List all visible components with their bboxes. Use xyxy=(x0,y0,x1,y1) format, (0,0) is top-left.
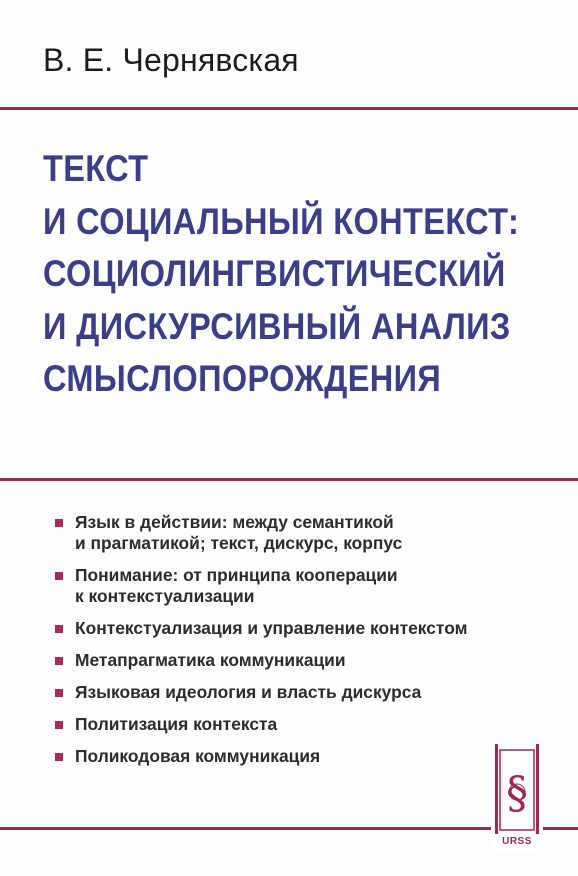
topic-text-line: Язык в действии: между семантикой xyxy=(75,512,394,532)
publisher-name: URSS xyxy=(502,836,532,847)
topics-list xyxy=(53,512,548,778)
topic-item xyxy=(53,565,548,607)
middle-divider xyxy=(0,478,578,481)
topic-text-line: и прагматикой; текст, дискурс, корпус xyxy=(75,533,403,553)
topic-text-line: к контекстуализации xyxy=(75,586,255,606)
title-line: И СОЦИАЛЬНЫЙ КОНТЕКСТ: xyxy=(43,200,520,242)
topic-item xyxy=(53,650,548,671)
topic-item xyxy=(53,714,548,735)
topic-item xyxy=(53,618,548,639)
topic-item xyxy=(53,512,548,554)
topic-item xyxy=(53,682,548,703)
title-line: СМЫСЛОПОРОЖДЕНИЯ xyxy=(43,358,442,399)
square-bullet-icon xyxy=(55,657,63,665)
topic-text-line: Метапрагматика коммуникации xyxy=(75,650,346,670)
title-line: СОЦИОЛИНГВИСТИЧЕСКИЙ xyxy=(43,253,506,294)
square-bullet-icon xyxy=(55,753,63,761)
book-title xyxy=(43,143,519,406)
topic-text-line: Понимание: от принципа кооперации xyxy=(75,565,398,585)
square-bullet-icon xyxy=(55,625,63,633)
topic-text-line: Контекстуализация и управление контекстом xyxy=(75,618,468,638)
topic-text-line: Языковая идеология и власть дискурса xyxy=(75,682,422,702)
square-bullet-icon xyxy=(55,519,63,527)
topic-item xyxy=(53,746,548,767)
top-divider xyxy=(0,107,578,110)
topic-text-line: Поликодовая коммуникация xyxy=(75,746,321,766)
author-name: В. Е. Чернявская xyxy=(43,42,299,78)
topic-text-line: Политизация контекста xyxy=(75,714,278,734)
title-line: ТЕКСТ xyxy=(43,148,149,189)
square-bullet-icon xyxy=(55,689,63,697)
publisher-logo xyxy=(491,744,543,852)
svg-text:§: § xyxy=(506,768,528,819)
square-bullet-icon xyxy=(55,721,63,729)
title-line: И ДИСКУРСИВНЫЙ АНАЛИЗ xyxy=(43,305,511,347)
square-bullet-icon xyxy=(55,572,63,580)
